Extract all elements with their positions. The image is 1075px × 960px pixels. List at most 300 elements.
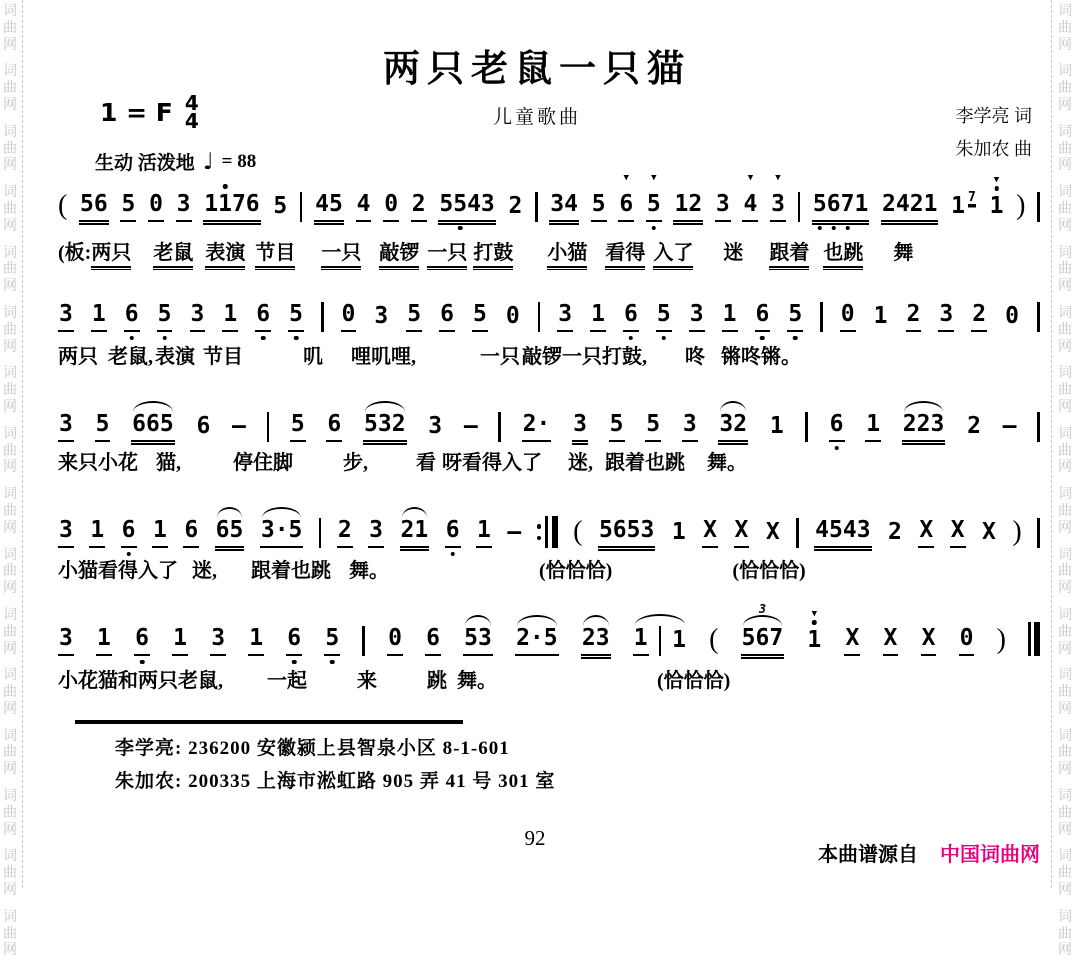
note-token bbox=[89, 519, 105, 548]
note-digit: 5 bbox=[788, 303, 802, 326]
note-digit: 4 bbox=[842, 517, 857, 543]
note-digit: 0 bbox=[388, 625, 402, 651]
duration-dash: — bbox=[463, 413, 478, 439]
key-signature bbox=[100, 91, 199, 134]
note-digit: 5 bbox=[439, 191, 454, 217]
watermark-text: 词 曲 网 bbox=[3, 124, 17, 174]
song-title: 两只老鼠一只猫 bbox=[383, 49, 691, 90]
duration-dash: — bbox=[507, 519, 522, 545]
barline bbox=[1037, 302, 1040, 332]
note-token bbox=[618, 173, 634, 222]
barline bbox=[538, 302, 541, 332]
notation-element bbox=[1034, 622, 1040, 656]
note-digit: 6 ▼ bbox=[619, 173, 634, 217]
lyric-syllable: 迷, bbox=[192, 560, 217, 582]
meter-numerator: 4 bbox=[184, 91, 199, 115]
watermark-text: 词 曲 网 bbox=[1058, 64, 1072, 113]
lyric-syllable: 看得 bbox=[605, 242, 645, 268]
note-digit: 4 bbox=[564, 191, 579, 217]
octave-dot-below bbox=[140, 660, 145, 665]
watermark-text: 词 曲 网 bbox=[3, 909, 17, 959]
lyric-syllable: 两只 bbox=[58, 346, 98, 368]
note-digit: 2 bbox=[733, 411, 748, 437]
note-digit: · bbox=[529, 625, 544, 651]
note-digit: 7 bbox=[769, 625, 784, 651]
barline bbox=[1037, 412, 1040, 442]
note-token bbox=[120, 193, 136, 222]
note-digit: 1 bbox=[152, 517, 167, 543]
lyrics-line-1 bbox=[58, 242, 1040, 268]
note-token bbox=[673, 193, 703, 222]
watermark-text: 词 曲 网 bbox=[1058, 728, 1072, 778]
right-dashed-rule bbox=[1051, 0, 1052, 888]
watermark-text: 词 曲 网 bbox=[3, 426, 17, 476]
note-token bbox=[840, 303, 856, 332]
note-token bbox=[682, 413, 698, 442]
lyric-syllable: 看 bbox=[416, 452, 436, 474]
left-dashed-rule bbox=[22, 0, 23, 888]
note-digit: 6 bbox=[215, 517, 230, 543]
note-digit: 5 bbox=[363, 411, 378, 437]
note-digit: 6 bbox=[327, 411, 342, 437]
note-token bbox=[383, 193, 399, 222]
note-digit: 0 bbox=[505, 303, 520, 329]
note-token bbox=[363, 413, 407, 442]
note-digit: 3 bbox=[719, 411, 734, 437]
note-digit: 1 bbox=[672, 627, 686, 653]
note-token bbox=[981, 521, 997, 548]
note-token bbox=[425, 627, 441, 656]
note-digit: 5 bbox=[626, 517, 641, 543]
note-token bbox=[290, 413, 306, 442]
notation-element bbox=[552, 516, 558, 548]
lyric-syllable: 节目 bbox=[203, 346, 243, 368]
credits bbox=[956, 100, 1033, 167]
note-token bbox=[508, 195, 524, 222]
note-digit: 2 bbox=[391, 411, 406, 437]
left-watermark bbox=[0, 0, 20, 959]
parenthesis: ) bbox=[1012, 516, 1022, 547]
note-digit: 1 bbox=[218, 193, 232, 216]
note-digit: X bbox=[950, 517, 965, 543]
octave-dot-below bbox=[294, 336, 299, 341]
octave-dot-below bbox=[652, 226, 657, 231]
watermark-text: 词 曲 网 bbox=[1058, 4, 1072, 53]
accent-mark: ▼ bbox=[993, 175, 1000, 185]
note-digit: 0 bbox=[959, 625, 974, 651]
lyricist-address: 李学亮: 236200 安徽颍上县智泉小区 8-1-601 bbox=[115, 738, 510, 759]
note-token bbox=[248, 627, 264, 656]
watermark-text: 词 曲 网 bbox=[3, 728, 17, 778]
lyric-syllable: 舞 bbox=[893, 242, 914, 264]
notes-line-1 bbox=[58, 173, 1040, 222]
note-digit: 5 bbox=[407, 301, 422, 327]
note-digit: 7 bbox=[841, 193, 855, 216]
lyric-syllable: 舞。 bbox=[707, 452, 747, 474]
note-digit: 6 bbox=[446, 519, 460, 542]
watermark-text: 词 曲 网 bbox=[3, 789, 17, 838]
note-token bbox=[515, 627, 559, 656]
note-digit: 3 bbox=[59, 301, 73, 327]
note-digit: 4 ▼ bbox=[743, 173, 758, 217]
accent-mark: ▼ bbox=[775, 173, 781, 183]
barline bbox=[659, 626, 662, 656]
note-digit: 2 bbox=[902, 411, 917, 437]
note-digit: 5 bbox=[158, 303, 172, 326]
watermark-text: 词 曲 网 bbox=[3, 305, 17, 355]
right-watermark bbox=[1055, 0, 1075, 959]
lyric-syllable: (恰恰恰) bbox=[732, 560, 806, 582]
note-digit: 3 bbox=[550, 191, 565, 217]
note-digit: 5 bbox=[646, 411, 661, 437]
grace-note: 7 bbox=[968, 190, 976, 205]
note-digit: 3 bbox=[428, 413, 443, 439]
note-token bbox=[91, 303, 107, 332]
watermark-text: 词 曲 网 bbox=[3, 668, 17, 717]
note-digit: 1 bbox=[91, 301, 106, 327]
note-token bbox=[921, 627, 937, 656]
note-token bbox=[671, 521, 687, 548]
lyrics-line-5 bbox=[58, 670, 1040, 693]
note-digit: 5 bbox=[473, 301, 487, 327]
note-token bbox=[765, 521, 781, 548]
note-digit: 3 bbox=[211, 625, 226, 651]
lyrics-line-2 bbox=[58, 346, 1040, 369]
note-token bbox=[58, 413, 74, 442]
octave-dot-below bbox=[129, 336, 134, 341]
note-token bbox=[722, 303, 738, 332]
note-digit: 3 bbox=[715, 191, 730, 217]
notes-line-4 bbox=[58, 516, 1040, 548]
lyric-syllable: 停住脚 bbox=[233, 452, 293, 474]
note-digit: 3 bbox=[260, 517, 275, 543]
note-token bbox=[742, 173, 758, 222]
note-digit: 7 bbox=[231, 191, 246, 217]
note-token bbox=[787, 303, 803, 332]
note-digit: 2 bbox=[906, 301, 921, 327]
note-digit: 6 bbox=[756, 303, 770, 326]
note-digit: 0 bbox=[341, 301, 356, 327]
note-token bbox=[959, 627, 975, 656]
barline bbox=[796, 518, 799, 548]
note-digit: 5 bbox=[543, 625, 558, 651]
lyric-syllable: 入了 bbox=[653, 242, 693, 268]
note-digit: 4 bbox=[815, 517, 829, 543]
note-digit: 3 bbox=[595, 625, 610, 651]
meter-denominator: 4 bbox=[184, 109, 199, 134]
note-token bbox=[438, 193, 495, 222]
note-digit: 5 bbox=[741, 625, 756, 651]
barline bbox=[321, 302, 324, 332]
source-attribution bbox=[818, 838, 1040, 867]
note-token bbox=[124, 303, 140, 332]
note-token bbox=[341, 303, 357, 332]
watermark-text: 词 曲 网 bbox=[1058, 547, 1072, 597]
note-token bbox=[865, 413, 881, 442]
lyric-syllable: (板: bbox=[58, 242, 92, 264]
barline bbox=[535, 192, 538, 222]
note-token bbox=[881, 193, 938, 222]
note-digit: 1 bbox=[854, 191, 869, 217]
barline bbox=[300, 192, 303, 222]
lyric-syllable: 咚 bbox=[685, 346, 705, 368]
lyric-syllable: 舞。 bbox=[349, 560, 389, 582]
lyric-syllable: 一只 bbox=[427, 242, 467, 268]
lyricist-credit: 李学亮 词 bbox=[955, 106, 1032, 126]
lyric-syllable: 舞。 bbox=[457, 670, 497, 692]
watermark-text: 词 曲 网 bbox=[3, 849, 17, 899]
note-digit: 1 bbox=[873, 303, 888, 329]
note-token bbox=[770, 173, 786, 222]
footer-rule bbox=[75, 720, 463, 724]
note-token bbox=[718, 413, 748, 442]
note-digit: 6 bbox=[122, 519, 136, 542]
note-token bbox=[157, 303, 173, 332]
note-token bbox=[572, 413, 588, 442]
note-token bbox=[769, 415, 785, 442]
note-digit: 5 bbox=[95, 411, 110, 437]
note-digit: 1 bbox=[633, 625, 648, 651]
note-digit: 6 bbox=[827, 193, 841, 216]
note-digit: 6 bbox=[135, 627, 149, 650]
octave-dot-below bbox=[162, 336, 167, 341]
duration-dash: — bbox=[232, 413, 246, 439]
quarter-note-icon: ♩ bbox=[202, 148, 214, 175]
lyric-syllable: 小猫 bbox=[547, 242, 587, 268]
note-digit: 2 bbox=[972, 301, 987, 327]
lyric-syllable: 跟着也跳 bbox=[251, 560, 331, 582]
bpm-value: = 88 bbox=[221, 150, 257, 172]
time-signature bbox=[184, 91, 199, 134]
note-digit: 1 bbox=[249, 625, 264, 651]
barline bbox=[319, 518, 322, 548]
note-digit: 1 bbox=[414, 517, 429, 543]
note-digit: 1 bbox=[769, 413, 784, 439]
note-digit: X bbox=[703, 517, 718, 543]
note-digit: 3 bbox=[190, 301, 205, 327]
note-digit: 3 bbox=[939, 301, 954, 327]
note-digit: 0 bbox=[384, 191, 399, 217]
note-digit: · bbox=[536, 411, 551, 437]
watermark-text: 词 曲 网 bbox=[3, 4, 17, 53]
lyric-syllable: 迷 bbox=[723, 242, 744, 264]
note-token bbox=[609, 413, 625, 442]
note-digit: 6 bbox=[624, 303, 638, 326]
watermark-text: 词 曲 网 bbox=[1058, 124, 1072, 174]
note-digit: 3 bbox=[689, 301, 704, 327]
lyric-syllable: 敲锣 bbox=[379, 242, 419, 268]
note-digit: 1 bbox=[951, 193, 966, 219]
note-digit: 0 bbox=[840, 301, 855, 327]
note-digit: X bbox=[883, 625, 898, 651]
lyric-syllable: 一只 bbox=[480, 346, 520, 368]
octave-dot-below bbox=[834, 446, 839, 451]
triplet-number: 3 bbox=[758, 602, 767, 616]
lyric-syllable: 节目 bbox=[255, 242, 295, 268]
accent-mark: ▼ bbox=[747, 173, 754, 183]
octave-dot-below bbox=[458, 226, 463, 231]
note-digit: 6 bbox=[245, 191, 260, 217]
note-digit: 2 bbox=[909, 191, 924, 217]
barline bbox=[1037, 518, 1040, 548]
note-digit: 2 bbox=[400, 517, 415, 543]
note-token bbox=[387, 627, 403, 656]
lyric-syllable: 一只 bbox=[321, 242, 361, 268]
note-digit: 3 bbox=[59, 625, 73, 651]
note-digit: 6 bbox=[256, 303, 270, 326]
note-token bbox=[58, 303, 74, 332]
lyric-syllable: 一起 bbox=[267, 670, 307, 692]
lyric-syllable: 跟着 bbox=[769, 242, 809, 268]
note-digit: X bbox=[921, 625, 936, 651]
lyric-syllable: 步, bbox=[343, 452, 368, 474]
note-digit: 3 bbox=[176, 191, 191, 217]
note-digit: 1 bbox=[674, 191, 689, 217]
note-digit: 5 bbox=[80, 191, 94, 217]
note-digit: 1 bbox=[671, 519, 686, 545]
expression-text: 生动 活泼地 bbox=[95, 153, 195, 174]
note-token bbox=[581, 627, 611, 656]
tempo-marking bbox=[95, 148, 256, 175]
lyric-syllable: 老鼠 bbox=[153, 242, 193, 268]
octave-dot-above bbox=[994, 186, 999, 191]
octave-dot-below bbox=[330, 660, 335, 665]
note-digit: 3 bbox=[377, 411, 392, 437]
note-token bbox=[590, 303, 606, 332]
octave-dot-below bbox=[845, 226, 850, 231]
note-digit: 5 bbox=[828, 517, 843, 543]
duration-dash: — bbox=[1002, 413, 1017, 439]
note-token bbox=[463, 627, 493, 656]
lyric-syllable: 迷, bbox=[568, 452, 593, 474]
note-token bbox=[286, 627, 302, 656]
note-digit: 6 bbox=[426, 625, 440, 651]
note-token bbox=[598, 519, 655, 548]
note-token bbox=[918, 519, 934, 548]
note-digit: 1 bbox=[923, 191, 938, 217]
note-digit: 5 bbox=[464, 625, 479, 651]
note-token bbox=[646, 173, 662, 222]
note-digit: 5 bbox=[453, 193, 467, 216]
note-digit: 5 bbox=[325, 627, 339, 650]
watermark-text: 词 曲 网 bbox=[3, 487, 17, 536]
note-digit: 5 bbox=[591, 191, 606, 217]
octave-dot-below bbox=[760, 336, 765, 341]
note-token bbox=[741, 602, 785, 656]
parenthesis: ( bbox=[58, 190, 68, 221]
note-digit: 2 bbox=[411, 191, 426, 217]
note-token bbox=[505, 305, 521, 332]
note-digit: 3 bbox=[478, 625, 492, 651]
barline bbox=[267, 412, 270, 442]
notes-line-2 bbox=[58, 302, 1040, 332]
note-digit: 5 bbox=[159, 411, 174, 437]
note-digit: 6 bbox=[93, 191, 108, 217]
lyric-syllable: 老鼠, bbox=[108, 346, 153, 368]
note-token bbox=[152, 519, 168, 548]
watermark-text: 词 曲 网 bbox=[1058, 426, 1072, 476]
notes-line-5 bbox=[58, 602, 1040, 656]
note-digit: 3 bbox=[573, 411, 587, 437]
note-token bbox=[645, 413, 661, 442]
octave-dot-below bbox=[261, 336, 266, 341]
note-digit: 2 bbox=[508, 193, 523, 219]
watermark-text: 词 曲 网 bbox=[1058, 245, 1072, 295]
note-token bbox=[806, 609, 822, 656]
lyrics-line-3 bbox=[58, 452, 1040, 475]
note-token bbox=[58, 519, 74, 548]
barline bbox=[498, 412, 501, 442]
note-digit: · bbox=[274, 517, 289, 543]
note-digit: 2 bbox=[581, 625, 596, 651]
barline bbox=[1037, 192, 1040, 222]
note-token bbox=[702, 519, 718, 548]
note-token bbox=[844, 627, 860, 656]
lyric-syllable: 跟着也跳 bbox=[605, 452, 685, 474]
barline bbox=[362, 626, 365, 656]
note-token bbox=[176, 193, 192, 222]
note-digit: 5 bbox=[290, 411, 305, 437]
note-digit: 1 ▼ bbox=[807, 609, 822, 653]
note-digit: X bbox=[734, 517, 749, 543]
note-token bbox=[873, 305, 889, 332]
barline bbox=[805, 412, 808, 442]
note-token bbox=[356, 193, 372, 222]
note-digit: 2 bbox=[688, 191, 703, 217]
note-digit: 5 bbox=[598, 517, 613, 543]
note-token bbox=[812, 193, 869, 222]
note-digit: 2 bbox=[882, 191, 896, 217]
note-digit: 3 bbox=[59, 517, 73, 543]
note-token bbox=[215, 519, 245, 548]
note-digit: 2 bbox=[337, 517, 352, 543]
lyric-syllable: 小猫看得入了 bbox=[58, 560, 178, 582]
note-digit: 6 bbox=[146, 411, 160, 437]
notation-element bbox=[545, 516, 548, 548]
note-token bbox=[427, 415, 443, 442]
parenthesis: ) bbox=[996, 624, 1006, 655]
note-token bbox=[549, 193, 579, 222]
note-token bbox=[715, 193, 731, 222]
note-digit: 3 bbox=[856, 517, 871, 543]
notation-element bbox=[537, 536, 542, 541]
lyric-syllable: 猫, bbox=[156, 452, 181, 474]
note-token bbox=[445, 519, 461, 548]
note-digit: 6 bbox=[612, 517, 627, 543]
note-token bbox=[272, 195, 288, 222]
note-token bbox=[938, 303, 954, 332]
note-digit: 3 bbox=[480, 191, 495, 217]
watermark-text: 词 曲 网 bbox=[1058, 607, 1072, 657]
note-token bbox=[406, 303, 422, 332]
watermark-text: 词 曲 网 bbox=[1058, 849, 1072, 899]
octave-dot-above bbox=[812, 620, 817, 625]
note-digit: 4 bbox=[315, 191, 330, 217]
note-token bbox=[591, 193, 607, 222]
watermark-text: 词 曲 网 bbox=[1058, 789, 1072, 838]
note-digit: 5 bbox=[121, 191, 136, 217]
note-token bbox=[829, 413, 845, 442]
note-digit: 5 bbox=[273, 193, 288, 219]
note-token bbox=[222, 303, 238, 332]
lyric-syllable: 表演 bbox=[155, 346, 195, 368]
note-digit: X bbox=[919, 517, 934, 543]
watermark-text: 词 曲 网 bbox=[1058, 668, 1072, 717]
note-digit: 3 bbox=[930, 411, 945, 437]
note-digit: 2 bbox=[516, 625, 530, 651]
note-digit: X bbox=[765, 519, 780, 545]
barline bbox=[798, 192, 801, 222]
